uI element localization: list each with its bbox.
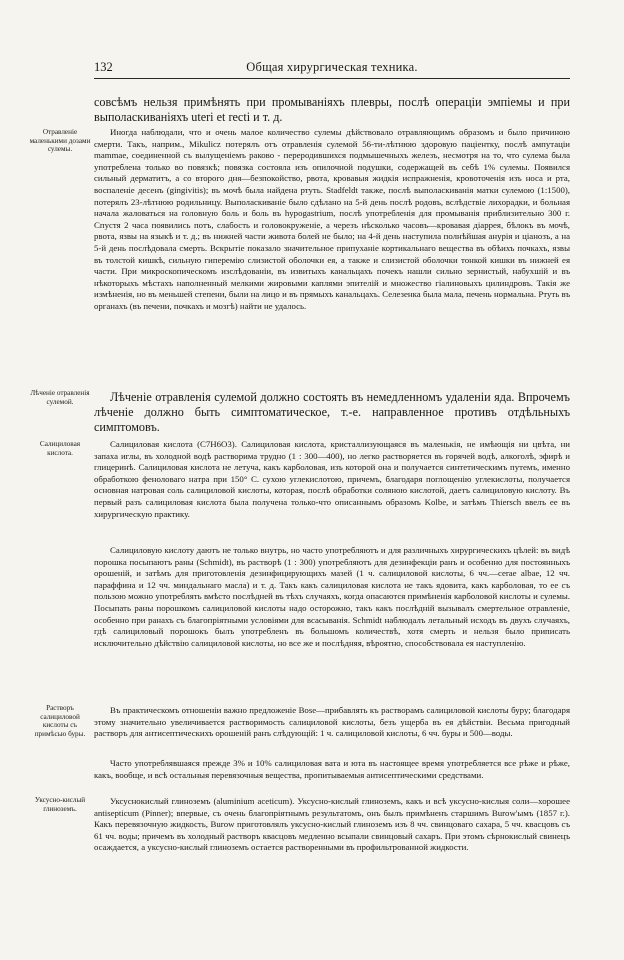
paragraph-text: совсѣмъ нельзя примѣнять при промываніяхъ плевры, послѣ операціи эмпіемы и при выполаскиваніяхъ uteri et recti и т. д. [94, 95, 570, 125]
margin-note-sublimate-poisoning: Отравленіе маленькими дозами сулемы. [29, 128, 91, 154]
paragraph-bose-borax [94, 705, 570, 740]
margin-note-salicylic-acid: Салициловая кислота. [39, 440, 81, 457]
page-header [94, 58, 570, 79]
paragraph-text: Въ практическомъ отношеніи важно предложеніе Bose—прибавлять къ растворамъ салициловой кислоты буру; благодаря этому значительно увеличивается растворимость салициловой кислоты, безъ ущерба въ ея дѣйствіи. Весьма пригодный растворъ для антисептическихъ орошеній ранъ слѣдующій: 1 ч. салициловой кислоты, 6 чч. буры и 500—воды. [94, 705, 570, 739]
paragraph-text: Иногда наблюдали, что и очень малое количество сулемы дѣйствовало отравляющимъ образомъ и было причиною смерти. Такъ, наприм., Mikulicz потерялъ отъ отравленія сулемой 56-ти-лѣтнюю здоровую паціентку, послѣ ампутаціи mammae, соединенной съ вылущеніемъ раково - переродившихся подмышечныхъ железъ, несмотря на то, что сулема была употреблена только во повязкѣ; повязка состояла изъ опилочной подушки, содержащей въ себѣ 1% сулемы. Появился сильный дерматитъ, а со второго дня—безпокойство, рвота, кровавыя жидкія испражненія, кровоточенія изъ носа и рта, воспаленіе десенъ (gingivitis); въ мочѣ была найдена ртуть. Stadfeldt также, послѣ выполаскиванія матки сулемою (1:1500), потерялъ 23-лѣтнюю родильницу. Выполаскиваніе было сдѣлано на 5-й день послѣ родовъ, вслѣдствіе лихорадки, и больная начала жаловаться на головную боль и боль въ hypogastrium, послѣ употребленія для промыванія приблизительно 300 г. Спустя 2 часа появились потъ, слабость и головокруженіе, а черезъ нѣсколько часовъ—кровавая діаррея, бѣлокъ въ мочѣ, рвота, язвы на языкѣ и т. д.; въ нижней части живота болей не было; на 4-й день наступила полнѣйшая анурія и ціанозъ, а на 5-й день послѣдовала смерть. Вскрытіе показало значительное припуханіе кортикальнаго вещества въ обѣихъ почкахъ, язвы въ толстой кишкѣ, сильную гиперемію слизистой оболочки ея, а также и слизистой оболочки тонкой кишки въ нижней ея части. При микроскопическомъ изслѣдованіи, въ извитыхъ канальцахъ почекъ нашли сильно зернистый, набухшій и въ нѣкоторыхъ мѣстахъ наполненный мелкими жировыми каплями эпителій и множество гіалиновыхъ цилиндровъ. Такія же измѣненія, но въ меньшей степени, были на лицо и въ прямыхъ канальцахъ. Селезенка была мала, печень нормальна. Ртуть въ органахъ (въ печени, почкахъ и мозгѣ) найти не удалось. [94, 127, 570, 311]
paragraph-text: Салициловая кислота (C7H6O3). Салициловая кислота, кристаллизующаяся въ маленькія, не имѣющія ни цвѣта, ни запаха иглы, въ холодной водѣ растворима трудно (1 : 300—400), но легко растворяется въ горячей водѣ, алкоголѣ, эфирѣ и глицеринѣ. Салициловая кислота не летуча, какъ карболовая, изъ которой она и получается синтетическимъ путемъ, именно обработкою феноловаго натра при 150° С. сухою углекислотою, причемъ, благодаря поглощенію углекислоты, получается основная натровая соль салициловой кислоты, которая, послѣ обработки соляною кислотой, даетъ салициловую кислоту. Въ первый разъ салициловая кислота была получена только-что описаннымъ образомъ Kolbe, и затѣмъ Thiersch ввелъ ее въ хирургическую практику. [94, 439, 570, 519]
paragraph-aluminium-acetate [94, 796, 570, 854]
running-title: Общая хирургическая техника. [246, 60, 418, 74]
paragraph-text: Салициловую кислоту даютъ не только внутрь, но часто употребляютъ и для различныхъ хирургическихъ цѣлей: въ видѣ порошка посыпаютъ раны (Schmidt), въ растворѣ (1 : 300) употребляютъ для дезинфекціи ранъ и особенно для постоянныхъ орошеній, и затѣмъ для приготовленія дезинфицирующихъ мазей (1 ч. салициловой кислоты, 6 чч.—cerae albae, 12 чч. параффина и 12 чч. миндальнаго масла) и т. д. Такъ какъ салициловая кислота не такъ ядовита, какъ карболовая, то ее съ пользою можно употреблять вмѣсто послѣдней въ тѣхъ случаяхъ, когда опасаются примѣненія карболовой кислоты и сулемы. Посыпать раны порошкомъ салициловой кислоты надо осторожно, такъ какъ послѣдній вызывалъ смертельное отравленіе, особенно при ранахъ съ благопріятными условіями для всасыванія. Schmidt наблюдалъ летальный исходъ въ двухъ случаяхъ, гдѣ салициловый порошокъ былъ употребленъ въ большомъ количествѣ, хотя смерть и нельзя было приписать исключительно дѣйствію салициловой кислоты, но все же и послѣдняя, вѣроятно, способствовала ея наступленію. [94, 545, 570, 648]
page-number: 132 [94, 60, 113, 74]
paragraph-text: Лѣченіе отравленія сулемой должно состоять въ немедленномъ удаленіи яда. Впрочемъ лѣченіе должно быть симптоматическое, т.-е. направленное противъ отдѣльныхъ симптомовъ. [94, 390, 570, 435]
paragraph-salicylic-uses [94, 545, 570, 649]
margin-note-aluminium-acetate: Уксусно-кислый глиноземъ. [34, 796, 86, 813]
paragraph-text: Уксуснокислый глиноземъ (aluminium aceticum). Уксусно-кислый глиноземъ, какъ и всѣ уксусно-кислыя соли—хорошее antisepticum (Pinner); впервые, съ очень благопріятнымъ результатомъ, онъ былъ примѣненъ старшимъ Burow'ымъ (1857 г.). Какъ перевязочную жидкость, Burow приготовлялъ уксусно-кислый глиноземъ изъ 8 чч. свинцоваго сахара, 5 чч. квасцовъ съ 61 чч. воды; причемъ въ холодный растворъ квасцовъ медленно всыпали свинцовый сахаръ. При этомъ сѣрнокислый свинецъ осаждается, а уксусно-кислый глиноземъ остается растворенными въ профильтрованной жидкости. [94, 796, 570, 853]
paragraph-salicylic-wool [94, 758, 570, 781]
paragraph-text: Часто употреблявшаяся прежде 3% и 10% салициловая вата и юта въ настоящее время употребляется все рѣже и рѣже, какъ, вообще, и всѣ остальныя перевязочныя вещества, пропитываемыя антисептическими средствами. [94, 758, 570, 780]
paragraph-salicylic-acid [94, 439, 570, 520]
margin-note-borax-solution: Растворъ салициловой кислоты съ примѣсью буры. [34, 704, 86, 738]
paragraph-small-doses [94, 127, 570, 313]
margin-note-treatment: Лѣченіе отравленія сулемой. [30, 389, 90, 406]
paragraph-pleura-continuation [94, 95, 570, 125]
paragraph-treatment [94, 390, 570, 436]
